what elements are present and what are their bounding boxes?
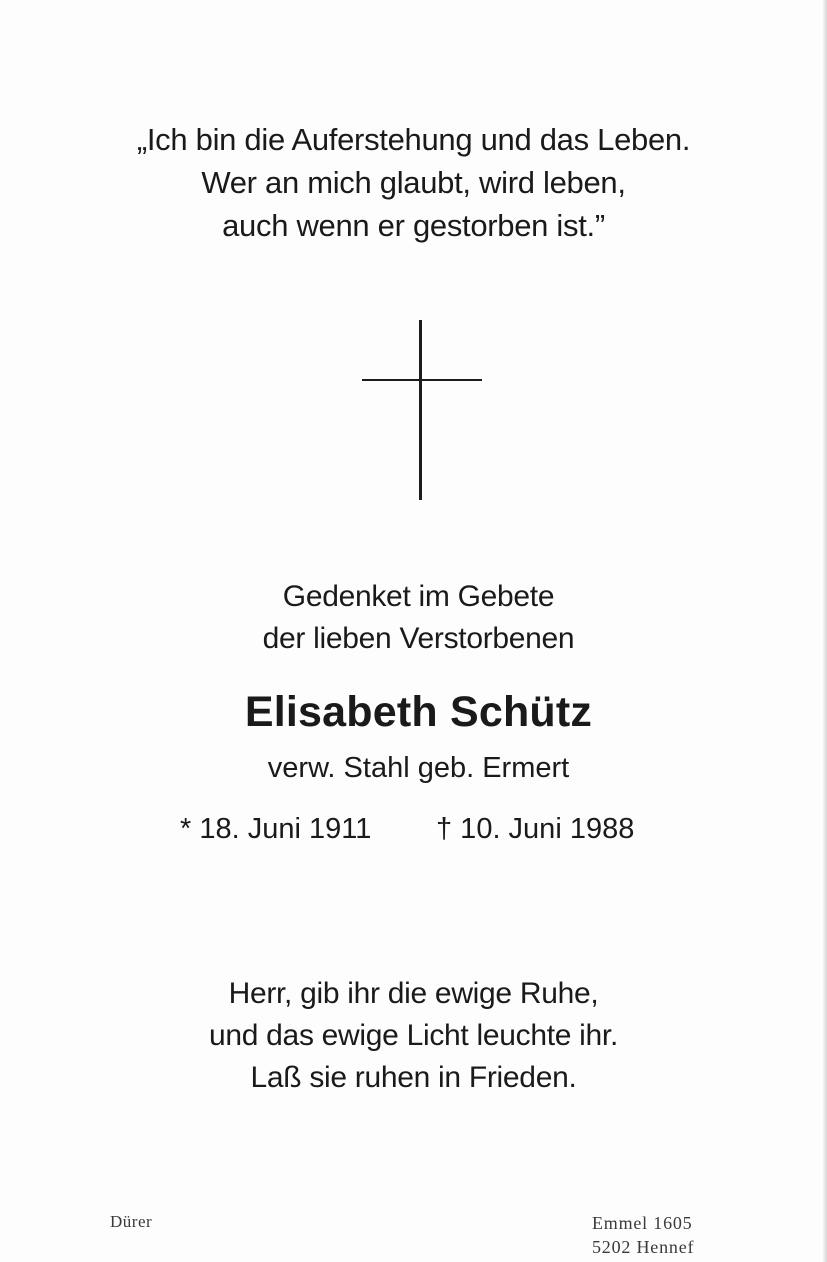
cross-vertical-bar: [419, 320, 422, 500]
dedication-line: Gedenket im Gebete: [282, 580, 555, 613]
prayer-line: und das ewige Licht leuchte ihr.: [208, 1019, 618, 1052]
printer-imprint: [592, 1211, 694, 1259]
deceased-subtitle: verw. Stahl geb. Ermert: [267, 752, 570, 784]
prayer-line: Herr, gib ihr die ewige Ruhe,: [228, 977, 599, 1010]
closing-prayer: [0, 973, 827, 1099]
dedication: [0, 576, 827, 660]
death-date: † 10. Juni 1988: [436, 813, 635, 845]
prayer-line: Laß sie ruhen in Frieden.: [250, 1061, 577, 1094]
quote-line: Wer an mich glaubt, wird leben,: [201, 165, 626, 200]
cross-icon: [362, 320, 484, 500]
imprint-line: 5202 Hennef: [592, 1237, 695, 1257]
scripture-quote: [0, 118, 827, 247]
deceased-name: Elisabeth Schütz: [244, 688, 593, 736]
cross-horizontal-bar: [362, 379, 482, 381]
quote-line: auch wenn er gestorben ist.”: [222, 208, 605, 243]
quote-line: „Ich bin die Auferstehung und das Leben.: [136, 122, 691, 157]
imprint-line: Emmel 1605: [592, 1213, 693, 1233]
dedication-line: der lieben Verstorbenen: [262, 622, 575, 655]
artist-credit: Dürer: [110, 1212, 153, 1231]
birth-date: * 18. Juni 1911: [180, 813, 372, 845]
